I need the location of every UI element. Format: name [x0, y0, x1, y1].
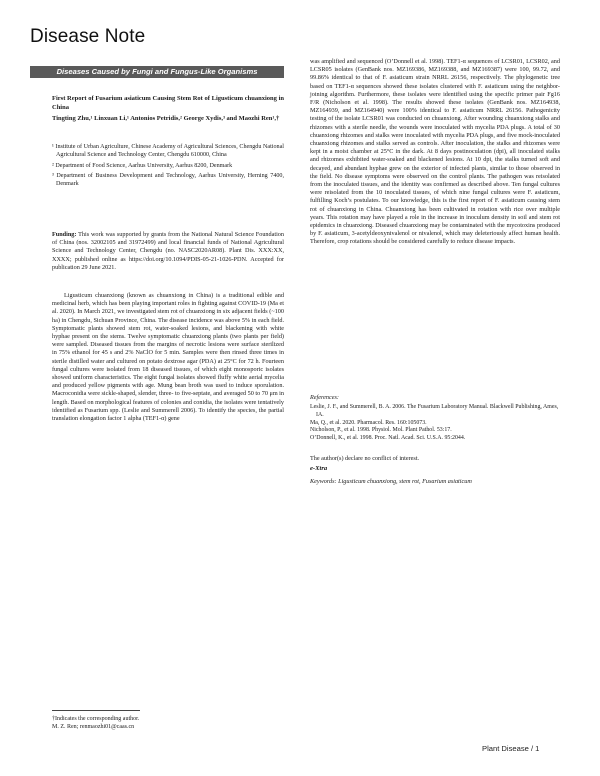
affiliation-2: ² Department of Food Science, Aarhus University, Aarhus 8200, Denmark	[52, 163, 233, 169]
reference-item: Leslie, J. F., and Summerell, B. A. 2006. The Fusarium Laboratory Manual. Blackwell Publishing, Ames, IA.	[310, 404, 559, 418]
keywords-label: Keywords:	[310, 478, 337, 485]
category-banner: Diseases Caused by Fungi and Fungus-Like Organisms	[30, 66, 284, 78]
intro-paragraph	[52, 292, 284, 423]
conflict-statement: The author(s) declare no conflict of interest.	[310, 455, 420, 462]
keywords-text: Ligusticum chuanxiong, stem rot, Fusarium asiaticum	[338, 478, 472, 485]
body-text-right	[310, 58, 560, 247]
reference-item: Ma, Q., et al. 2020. Pharmacol. Res. 160:105073.	[310, 419, 427, 426]
affiliation-3: ³ Department of Business Development and Technology, Aarhus University, Herning 7400, Denmark	[52, 173, 284, 187]
footnote	[52, 715, 284, 731]
section-heading: Disease Note	[30, 26, 146, 47]
funding-label: Funding:	[52, 231, 77, 238]
intro-text: Ligusticum chuanxiong (known as chuanxiong in China) is a traditional edible and medicinal herb, which has been playing important roles in fighting against COVID-19 (Ma et al. 2020). In March 2021, we investigated stem rot of chuanxiong in six adjacent fields (~100 ha) in Chengdu, Sichuan Province, China. The disease incidence was above 5% in each field. Symptomatic plants showed stem rot, water-soaked lesions, and blackening with white hyphae present on the stems. Twelve symptomatic chuanxiong plants (two plants per field) were sampled. Diseased tissues from the margins of necrotic lesions were surface sterilized in 75% ethanol for 45 s and 2% NaClO for 5 min. Samples were then rinsed three times in sterile distilled water and cultured on potato dextrose agar (PDA) at 25°C for 72 h. Fourteen fungal cultures were isolated from 18 diseased tissues, of which eight monosporic isolates showed uniform characteristics. The eight fungal isolates showed fluffy white aerial mycelia and produced yellow pigments with age. Mung bean broth was used to induce sporulation. Macroconidia were sickle-shaped, slender, three- to five-septate, and averaged 50 to 70 μm in length. Based on morphological features of colonies and conidia, the isolates were tentatively identified as Fusarium spp. (Leslie and Summerell 2006). To identify the species, the partial translation elongation factor 1 alpha (TEF1-α) gene	[52, 292, 284, 423]
author-list: Tingting Zhu,¹ Linxuan Li,¹ Antonios Petridis,² George Xydis,³ and Maozhi Ren¹,†	[52, 115, 280, 122]
results-text: was amplified and sequenced (O’Donnell et al. 1998). TEF1-α sequences of LCSR01, LCSR02, and LCSR05 isolates (GenBank nos. MZ169386, MZ169388, and MZ169387) were 100, 99.72, and 99.86% identical to that of F. asiaticum strain NRRL 26156, respectively. The phylogenetic tree based on TEF1-α sequences showed these isolates clustered with F. asiaticum using the neighbor-joining algorithm. Furthermore, these isolates were identified using the specific primer pair Fg16 F/R (Nicholson et al. 1998). The results showed these isolates (GenBank nos. MZ164938, MZ164939, and MZ164940) were 100% identical to F. asiaticum NRRL 26156. Pathogenicity testing of the isolate LCSR01 was conducted on chuanxiong. After wounding chuanxiong stalks and rhizomes with a sterile needle, the wounds were inoculated with mycelia PDA plugs. A total of 30 chuanxiong rhizomes and stalks were inoculated with mycelia PDA plugs, and five mock-inoculated chuanxiong rhizomes and stalks served as controls. After inoculation, the stalks and rhizomes were kept in a moist chamber at 25°C in the dark. At 8 days postinoculation (dpi), all inoculated stalks and rhizomes exhibited water-soaked and blackened lesions. At 10 dpi, the stalks turned soft and decayed, and abundant hyphae grew on the exterior of infected plants, similar to those observed in the field. No disease symptoms were observed on the control plants. The pathogen was reisolated from the inoculated tissues, and the identity was confirmed as described above. Ten fungal cultures were reisolated from the 10 inoculated tissues, of which nine fungal cultures were F. asiaticum, fulfilling Koch’s postulates. To our knowledge, this is the first report of F. asiaticum causing stem rot of chuanxiong in China. Chuanxiong has been cultivated in rotation with rice over multiple years. This rotation may have played a role in the increase in inoculum density in soil and stem rot epidemics in chuanxiong. Diseased chuanxiong may be contaminated with the mycotoxins produced by F. asiaticum, 3-acetyldeoxynivalenol or nivalenol, which may deleteriously affect human health. Therefore, crop rotations should be considered carefully to reduce disease impacts.	[310, 58, 560, 246]
footnote-corresponding: †Indicates the corresponding author.	[52, 716, 140, 722]
reference-item: O’Donnell, K., et al. 1998. Proc. Natl. Acad. Sci. U.S.A. 95:2044.	[310, 435, 466, 442]
references-list	[310, 404, 560, 443]
references-heading: References:	[310, 394, 339, 401]
article-title: First Report of Fusarium asiaticum Causing Stem Rot of Ligusticum chuanxiong in China	[52, 95, 284, 111]
page-footer: Plant Disease / 1	[482, 744, 540, 753]
funding-text: This work was supported by grants from the National Natural Science Foundation of China (nos. 32002105 and 31972499) and local financial funds of National Agricultural Science and Technology Center, Chengdu (no. NASC2020AR08). Plant Dis. XXX:XX, XXXX; published online as https://doi.org/10.1094/PDIS-05-21-1026-PDN. Accepted for publication 29 June 2021.	[52, 231, 284, 271]
affiliations	[52, 143, 284, 188]
footnote-rule	[52, 710, 140, 711]
reference-item: Nicholson, P., et al. 1998. Physiol. Mol. Plant Pathol. 53:17.	[310, 427, 452, 434]
affiliation-1: ¹ Institute of Urban Agriculture, Chinese Academy of Agricultural Sciences, Chengdu National Agricultural Science and Technology Center, Chengdu 610000, China	[52, 144, 284, 158]
funding-statement	[52, 231, 284, 272]
keywords	[310, 478, 560, 486]
footnote-contact: M. Z. Ren; renmaozhi01@caas.cn	[52, 724, 135, 730]
extra-badge[interactable]: e-Xtra	[310, 465, 328, 472]
